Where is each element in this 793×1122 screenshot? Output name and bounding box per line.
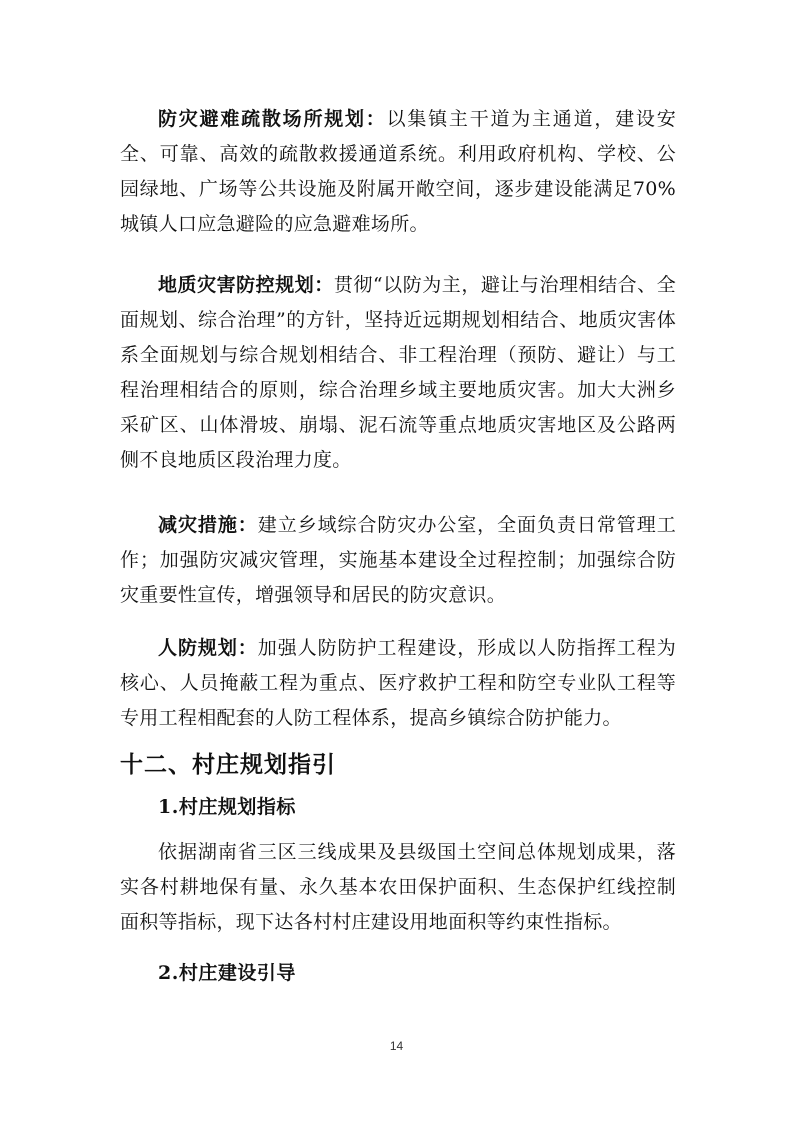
section-heading: 十二、村庄规划指引 — [120, 752, 336, 778]
paragraph-text: 建立乡域综合防灾办公室，全面负责日常管理工作；加强防灾减灾管理，实施基本建设全过程控制；加强综合防灾重要性宣传，增强领导和居民的防灾意识。 — [120, 514, 676, 606]
paragraph-disaster-reduction-measures — [120, 508, 676, 613]
paragraph-village-indicators: 依据湖南省三区三线成果及县级国土空间总体规划成果，落实各村耕地保有量、永久基本农田保护面积、生态保护红线控制面积等指标，现下达各村村庄建设用地面积等约束性指标。 — [120, 841, 676, 933]
paragraph-lead: 减灾措施： — [158, 514, 258, 536]
paragraph-geological-hazard-planning — [120, 268, 676, 478]
paragraph-civil-defense-planning — [120, 631, 676, 736]
subsection-title-village-construction: 2.村庄建设引导 — [158, 962, 296, 984]
subsection-title-village-indicators: 1.村庄规划指标 — [158, 796, 296, 818]
paragraph-evacuation-planning — [120, 102, 676, 242]
paragraph-lead: 人防规划： — [158, 637, 258, 659]
paragraph-text: 贯彻“以防为主，避让与治理相结合、全面规划、综合治理”的方针，坚持近远期规划相结合、地质灾害体系全面规划与综合规划相结合、非工程治理（预防、避让）与工程治理相结合的原则，综合治理乡域主要地质灾害。加大大洲乡采矿区、山体滑坡、崩塌、泥石流等重点地质灾害地区及公路两侧不良地质区段治理力度。 — [120, 274, 676, 471]
paragraph-lead: 防灾避难疏散场所规划： — [158, 108, 387, 130]
paragraph-text: 加强人防防护工程建设，形成以人防指挥工程为核心、人员掩蔽工程为重点、医疗救护工程和防空专业队工程等专用工程相配套的人防工程体系，提高乡镇综合防护能力。 — [120, 637, 676, 729]
page-number: 14 — [389, 1039, 404, 1053]
paragraph-lead: 地质灾害防控规划： — [158, 274, 334, 296]
paragraph-text: 以集镇主干道为主通道，建设安全、可靠、高效的疏散救援通道系统。利用政府机构、学校、公园绿地、广场等公共设施及附属开敞空间，逐步建设能满足70%城镇人口应急避险的应急避难场所。 — [120, 108, 676, 235]
